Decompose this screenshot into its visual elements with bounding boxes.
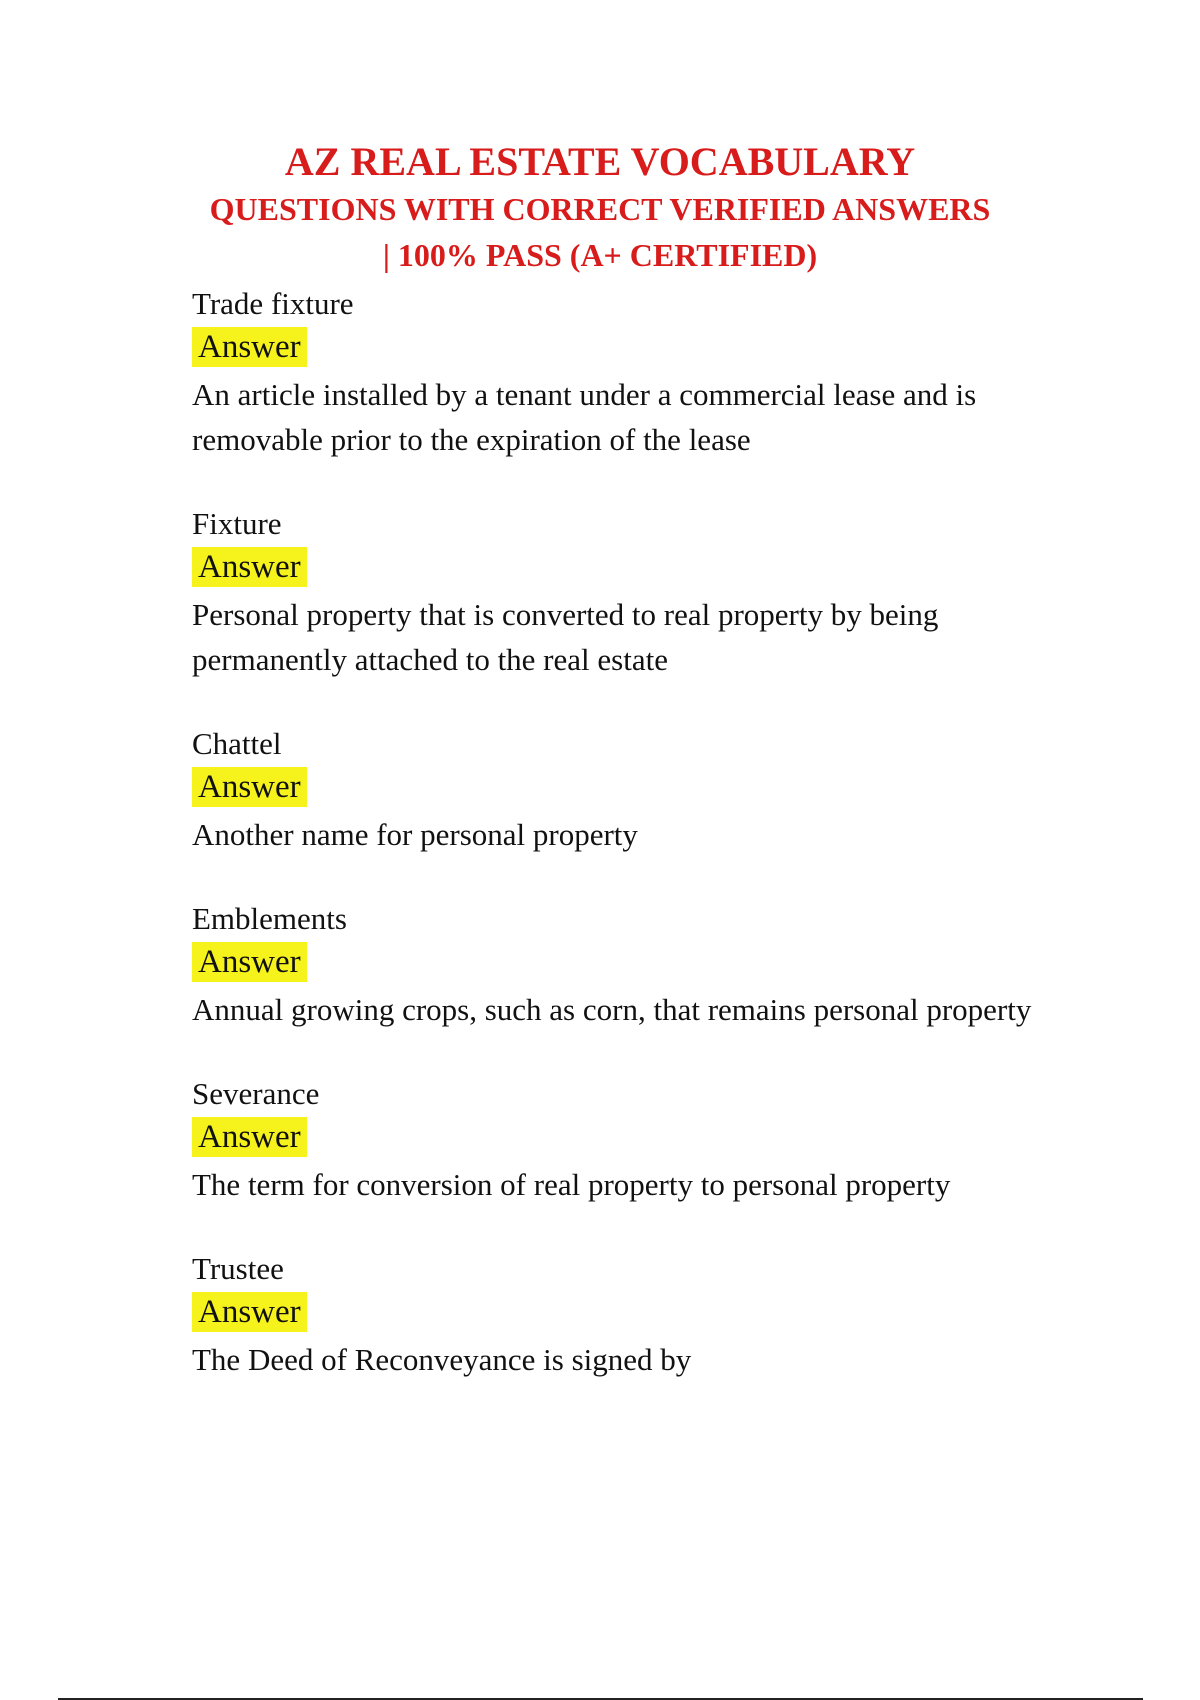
vocab-entry-trustee	[192, 1249, 1052, 1382]
vocab-definition: The term for conversion of real property to personal property	[192, 1167, 951, 1202]
vocab-term: Chattel	[192, 726, 282, 761]
vocab-entry-fixture	[192, 504, 1052, 682]
vocab-definition: Personal property that is converted to real property by being permanently attached to the real estate	[192, 597, 939, 677]
answer-label: Answer	[192, 1292, 307, 1332]
vocab-term: Fixture	[192, 506, 282, 541]
document-subtitle-line-1: QUESTIONS WITH CORRECT VERIFIED ANSWERS	[209, 191, 991, 227]
answer-label: Answer	[192, 327, 307, 367]
vocab-entry-emblements	[192, 899, 1052, 1032]
answer-label: Answer	[192, 1117, 307, 1157]
vocab-entry-severance	[192, 1074, 1052, 1207]
vocab-term: Emblements	[192, 901, 347, 936]
vocab-definition: Annual growing crops, such as corn, that remains personal property	[192, 992, 1032, 1027]
vocab-entry-trade-fixture	[192, 284, 1052, 462]
vocab-definition: An article installed by a tenant under a commercial lease and is removable prior to the expiration of the lease	[192, 377, 977, 457]
vocabulary-list	[192, 284, 1052, 1424]
document-header	[0, 138, 1200, 278]
vocab-term: Trustee	[192, 1251, 284, 1286]
vocab-term: Trade fixture	[192, 286, 354, 321]
vocab-entry-chattel	[192, 724, 1052, 857]
answer-label: Answer	[192, 767, 307, 807]
vocab-definition: The Deed of Reconveyance is signed by	[192, 1342, 692, 1377]
document-title: AZ REAL ESTATE VOCABULARY	[284, 139, 916, 184]
answer-label: Answer	[192, 547, 307, 587]
vocab-definition: Another name for personal property	[192, 817, 638, 852]
answer-label: Answer	[192, 942, 307, 982]
vocab-term: Severance	[192, 1076, 320, 1111]
document-subtitle-line-2: | 100% PASS (A+ CERTIFIED)	[382, 237, 818, 273]
